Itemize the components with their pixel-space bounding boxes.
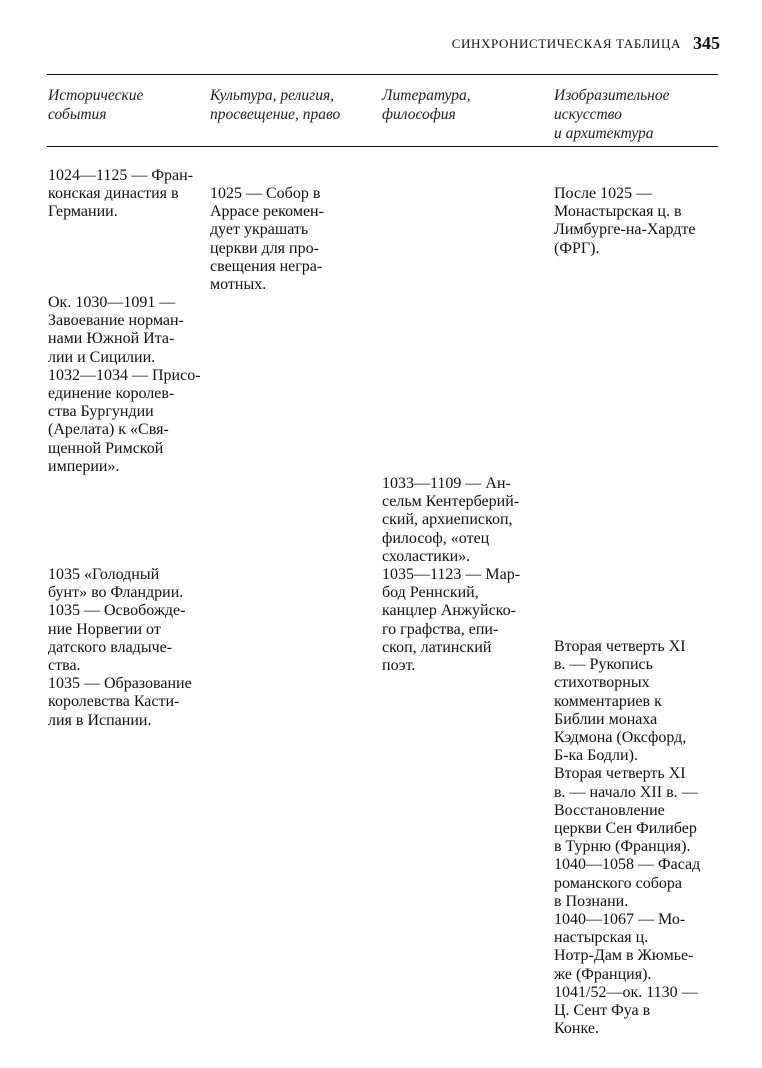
top-rule — [47, 74, 718, 75]
page-number: 345 — [693, 33, 720, 53]
running-head — [390, 33, 720, 54]
entry-norman-conquest-burgundy: Ок. 1030—1091 — Завоевание норман- нами Южной Ита- лии и Сицилии. 1032—1034 — Присо- единение королев- ства Бургундии (Арелата) к «Свя- щенной Римской империи». — [48, 294, 201, 475]
entry-limburg-monastery: После 1025 — Монастырская ц. в Лимбурге-на-Хардте (ФРГ). — [554, 185, 696, 257]
entry-caedmon-tournus-poznan-jumieges-conques: Вторая четверть XI в. — Рукопись стихотворных комментариев к Библии монаха Кэдмона (Оксфорд, Б-ка Бодли). Вторая четверть XI в. — начало XII в. — Восстановление церкви Сен Филибер в Турню (Франция). 1040—1058 — Фасад романского собора в Познани. 1040—1067 — Мо- настырская ц. Нотр-Дам в Жюмье- же (Франция). 1041/52—ок. 1130 — Ц. Сент Фуа в Конке. — [554, 638, 701, 1038]
entry-frankish-dynasty: 1024—1125 — Фран- конская династия в Германии. — [48, 167, 194, 221]
entry-anselm-marbod: 1033—1109 — Ан- сельм Кентерберий- ский, архиепископ, философ, «отец схоластики». 1035—1123 — Мар- бод Реннский, канцлер Анжуйско- го графства, епи- скоп, латинский поэт. — [382, 475, 521, 675]
column-header-historical-events: Исторические события — [48, 87, 144, 123]
entry-council-of-arras: 1025 — Собор в Аррасе рекомен- дует украшать церкви для про- свещения негра- мотных. — [210, 185, 324, 294]
entry-1035-events: 1035 «Голодный бунт» во Фландрии. 1035 — Освобожде- ние Норвегии от датского владыче- ства. 1035 — Образование королевства Касти- лия в Испании. — [48, 566, 192, 729]
column-header-fine-arts-architecture: Изобразительное искусство и архитектура — [554, 87, 670, 142]
running-title: СИНХРОНИСТИЧЕСКАЯ ТАБЛИЦА — [451, 36, 681, 51]
column-header-literature-philosophy: Литература, философия — [382, 87, 471, 123]
column-header-culture-religion: Культура, религия, просвещение, право — [210, 87, 341, 123]
header-rule — [47, 146, 718, 147]
